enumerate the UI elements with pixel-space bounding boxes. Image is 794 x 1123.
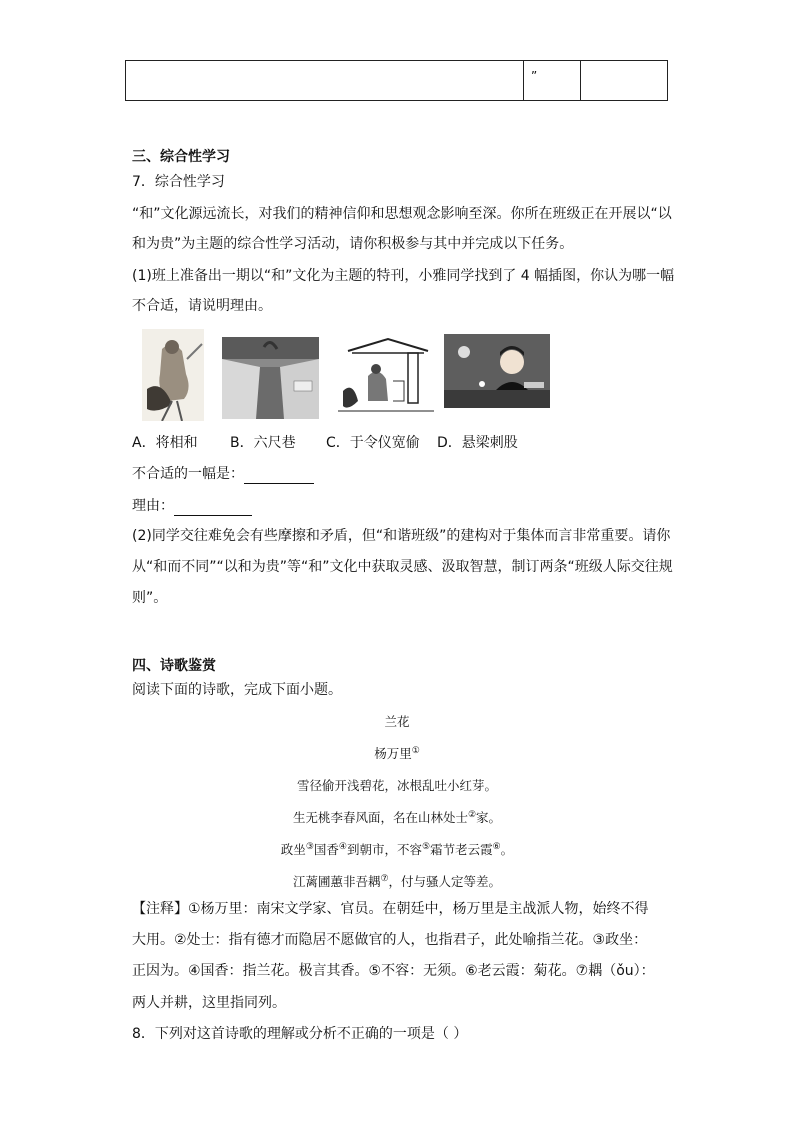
poem-line: 雪径偷开浅碧花，冰根乱吐小红芽。	[296, 778, 497, 793]
illustration-b	[222, 337, 319, 419]
option-a: A．将相和	[132, 435, 198, 451]
illustration-c	[338, 331, 434, 420]
poem-title: 兰花	[384, 714, 410, 729]
answer-label: 不合适的一幅是：	[132, 466, 244, 482]
poem-author: 杨万里①	[374, 745, 420, 761]
notes-text: 正因为。④国香：指兰花。极言其香。⑤不容：无须。⑥老云霞：菊花。⑦耦（ǒu）：	[132, 963, 655, 979]
reason-line	[132, 496, 252, 516]
answer-table	[125, 60, 668, 101]
notes-text: 【注释】①杨万里：南宋文学家、官员。在朝廷中，杨万里是主战派人物，始终不得	[132, 901, 649, 917]
poem-line: 江蓠圃蕙非吾耦⑦，付与骚人定等差。	[292, 873, 502, 889]
reason-label: 理由：	[132, 498, 174, 514]
section-heading: 三、综合性学习	[132, 149, 230, 165]
poem-line: 生无桃李春风面，名在山林处士②家。	[292, 809, 502, 825]
notes-text: 大用。②处士：指有德才而隐居不愿做官的人，也指君子，此处喻指兰花。③政坐：	[132, 932, 648, 948]
option-b: B．六尺巷	[230, 435, 296, 451]
task-text: (1)班上准备出一期以“和”文化为主题的特刊，小雅同学找到了 4 幅插图，你认为哪一幅	[132, 268, 675, 284]
task-text: (2)同学交往难免会有些摩擦和矛盾，但“和谐班级”的建构对于集体而言非常重要。请你	[132, 528, 671, 544]
intro-text: “和”文化源远流长，对我们的精神信仰和思想观念影响至深。你所在班级正在开展以“以	[132, 206, 672, 222]
task-text: 不合适，请说明理由。	[132, 298, 272, 314]
reason-blank[interactable]	[174, 501, 252, 516]
task-text: 则”。	[132, 590, 168, 606]
table-divider	[523, 61, 524, 100]
poem-line: 政坐③国香④到朝市，不容⑤霜节老云霞⑥。	[280, 841, 514, 857]
option-d: D．悬梁刺股	[437, 435, 518, 451]
option-c: C．于令仪宽偷	[326, 435, 420, 451]
instruction-text: 阅读下面的诗歌，完成下面小题。	[132, 682, 342, 698]
question-text: 8．下列对这首诗歌的理解或分析不正确的一项是（ ）	[132, 1026, 468, 1042]
task-text: 从“和而不同”“以和为贵”等“和”文化中获取灵感、汲取智慧，制订两条“班级人际交往规	[132, 559, 673, 575]
table-cell-mark: ”	[531, 69, 538, 83]
illustration-a	[142, 329, 204, 421]
answer-line	[132, 464, 314, 484]
table-divider	[580, 61, 581, 100]
notes-text: 两人并耕，这里指同列。	[132, 995, 286, 1011]
section-heading: 四、诗歌鉴赏	[132, 658, 216, 674]
illustration-d	[444, 334, 550, 408]
intro-text: 和为贵”为主题的综合性学习活动，请你积极参与其中并完成以下任务。	[132, 236, 574, 252]
answer-blank[interactable]	[244, 469, 314, 484]
question-title: 7．综合性学习	[132, 174, 225, 190]
